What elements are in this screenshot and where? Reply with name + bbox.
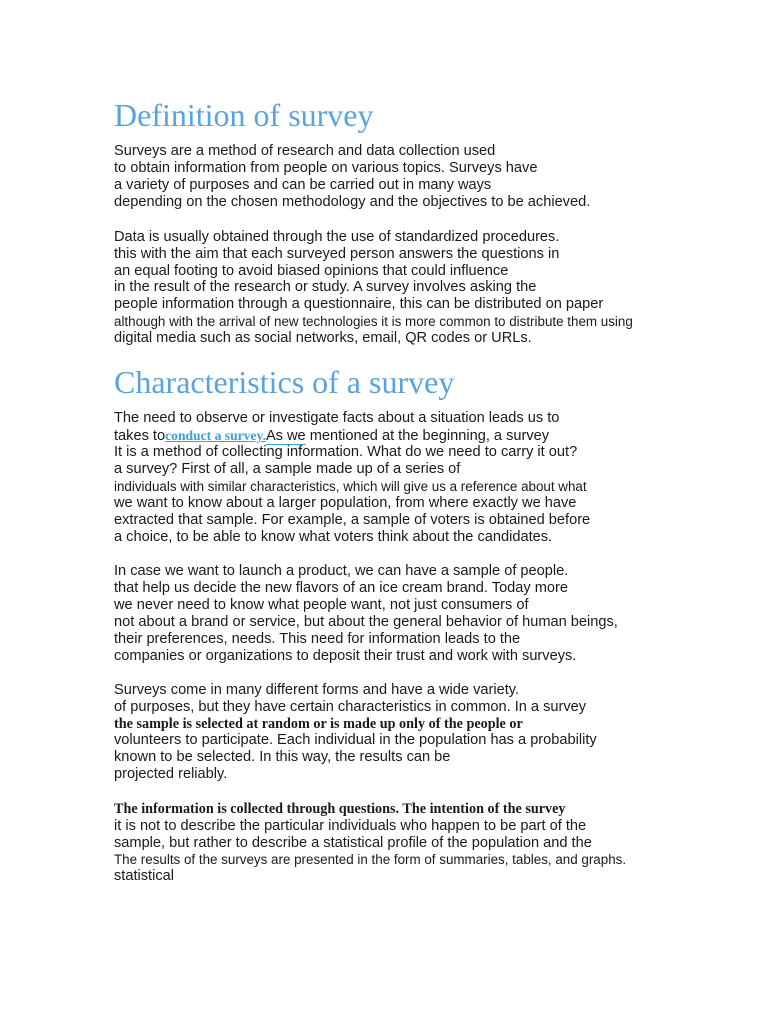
text-fragment: As we [265,428,306,444]
paragraph-line: their preferences, needs. This need for information leads to the [114,631,521,647]
paragraph-line: In case we want to launch a product, we can have a sample of people. [114,563,569,579]
paragraph-line: a variety of purposes and can be carried out in many ways [114,177,492,193]
paragraph-line: individuals with similar characteristics, which will give us a reference about what [114,479,587,494]
paragraph-line: sample, but rather to describe a statistical profile of the population and the [114,835,592,851]
paragraph-line-bold: The information is collected through questions. The intention of the survey [114,801,566,817]
paragraph-line: projected reliably. [114,766,228,782]
text-fragment: mentioned at the beginning, a survey [305,428,550,444]
paragraph-line: Data is usually obtained through the use of standardized procedures. [114,229,560,245]
paragraph-line: in the result of the research or study. A survey involves asking the [114,279,537,295]
paragraph-line: The need to observe or investigate facts about a situation leads us to [114,410,560,426]
paragraph-line: statistical [114,868,175,884]
paragraph-line: a choice, to be able to know what voters think about the candidates. [114,529,553,545]
paragraph-line: a survey? First of all, a sample made up of a series of [114,461,461,477]
paragraph-line: an equal footing to avoid biased opinions that could influence [114,263,509,279]
paragraph-line: known to be selected. In this way, the results can be [114,749,451,765]
paragraph-line: volunteers to participate. Each individual in the population has a probability [114,732,597,748]
paragraph-line: It is a method of collecting information. What do we need to carry it out? [114,444,578,460]
paragraph-line: to obtain information from people on various topics. Surveys have [114,160,538,176]
paragraph-line: although with the arrival of new technologies it is more common to distribute them using [114,314,633,329]
paragraph-line: that help us decide the new flavors of an ice cream brand. Today more [114,580,569,596]
paragraph-line: The results of the surveys are presented in the form of summaries, tables, and graphs. [114,852,627,867]
paragraph-line: we want to know about a larger population, from where exactly we have [114,495,577,511]
paragraph-line: this with the aim that each surveyed person answers the questions in [114,246,560,262]
heading-characteristics: Characteristics of a survey [114,364,455,400]
paragraph-line: it is not to describe the particular individuals who happen to be part of the [114,818,587,834]
paragraph-line-bold: the sample is selected at random or is made up only of the people or [114,716,523,732]
paragraph-line: depending on the chosen methodology and the objectives to be achieved. [114,194,591,210]
paragraph-line: digital media such as social networks, email, QR codes or URLs. [114,330,532,346]
heading-definition: Definition of survey [114,97,374,133]
paragraph-line: Surveys come in many different forms and have a wide variety. [114,682,520,698]
text-fragment: takes to [114,428,166,444]
paragraph-line-with-link [114,427,549,445]
paragraph-line: not about a brand or service, but about the general behavior of human beings, [114,614,618,630]
paragraph-line: we never need to know what people want, not just consumers of [114,597,529,613]
paragraph-line: of purposes, but they have certain characteristics in common. In a survey [114,699,587,715]
paragraph-line: people information through a questionnaire, this can be distributed on paper [114,296,604,312]
paragraph-line: Surveys are a method of research and data collection used [114,143,496,159]
paragraph-line: companies or organizations to deposit their trust and work with surveys. [114,648,577,664]
conduct-survey-link[interactable]: conduct a survey. [165,428,266,443]
paragraph-line: extracted that sample. For example, a sample of voters is obtained before [114,512,591,528]
